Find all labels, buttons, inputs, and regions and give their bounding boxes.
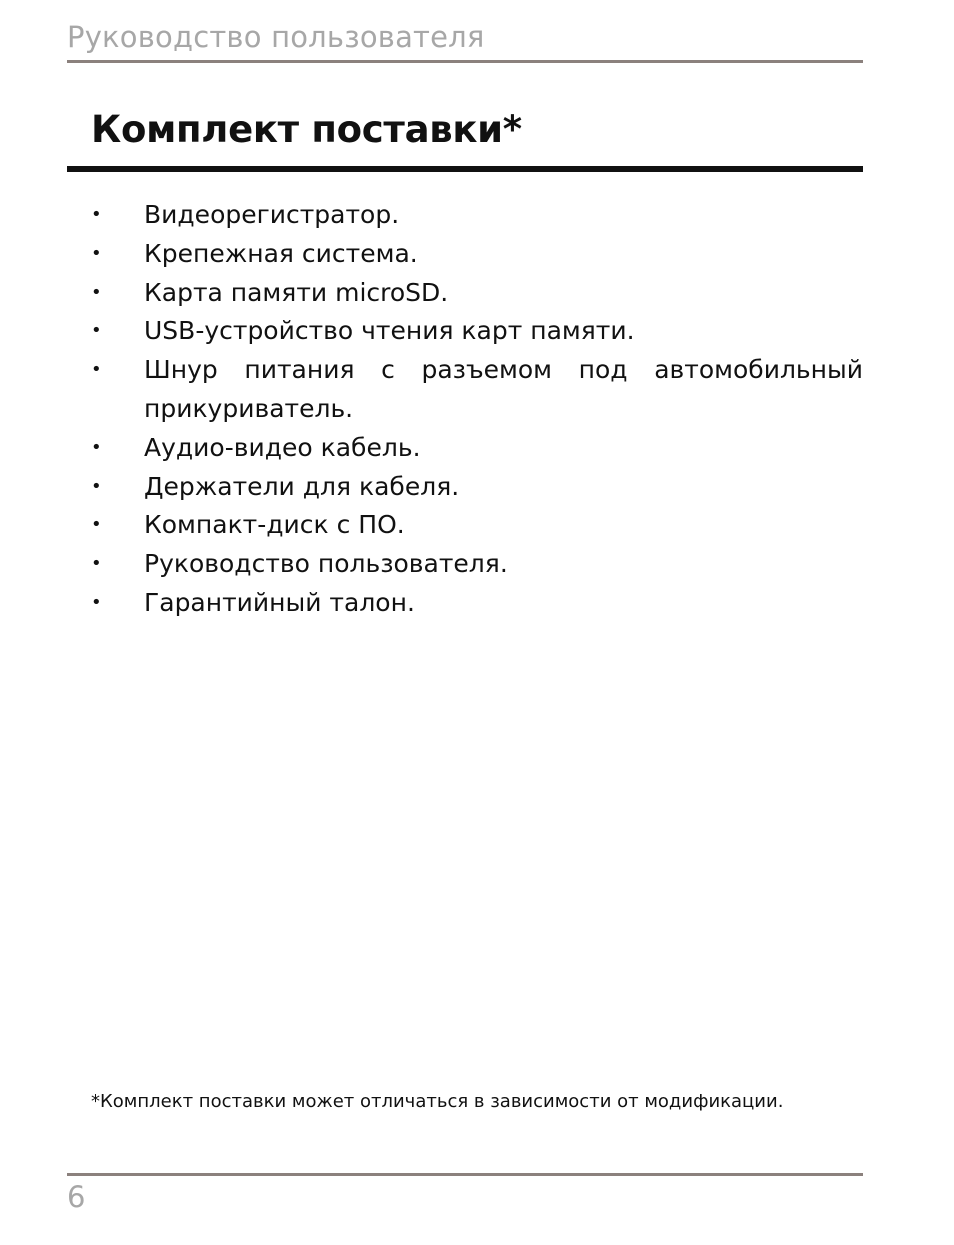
list-item-text: USB-устройство чтения карт памяти. xyxy=(144,316,635,346)
list-item xyxy=(91,545,863,584)
list-item xyxy=(91,584,863,623)
running-header: Руководство пользователя xyxy=(67,20,485,54)
bullet: • xyxy=(91,475,102,497)
list-item-text: Видеорегистратор. xyxy=(144,200,400,229)
list-item xyxy=(91,468,863,507)
list-item xyxy=(91,506,863,545)
bullet: • xyxy=(91,514,102,536)
bullet: • xyxy=(91,281,102,303)
section-title: Комплект поставки* xyxy=(91,108,522,151)
bullet: • xyxy=(91,553,102,575)
list-item-text: Крепежная система. xyxy=(144,238,418,268)
page-number: 6 xyxy=(67,1180,86,1214)
bullet: • xyxy=(91,591,102,613)
package-contents-list xyxy=(91,196,863,623)
list-item-text: Компакт-диск с ПО. xyxy=(144,510,405,540)
list-item-text: Шнур питания с разъемом под автомобильный прикуриватель. xyxy=(144,355,863,423)
bullet: • xyxy=(91,359,102,381)
list-item xyxy=(91,235,863,274)
list-item xyxy=(91,312,863,351)
list-item xyxy=(91,351,863,429)
bullet: • xyxy=(91,204,102,225)
list-item-text: Гарантийный талон. xyxy=(144,587,415,617)
bullet: • xyxy=(91,242,102,264)
title-divider xyxy=(67,166,863,172)
bullet: • xyxy=(91,436,102,458)
list-item xyxy=(91,429,863,468)
header-divider xyxy=(67,60,863,63)
bullet: • xyxy=(91,320,102,342)
list-item-text: Аудио-видео кабель. xyxy=(144,432,421,462)
list-item-text: Руководство пользователя. xyxy=(144,549,508,579)
list-item-text: Держатели для кабеля. xyxy=(144,471,460,501)
list-item-text: Карта памяти microSD. xyxy=(144,277,449,307)
footer-divider xyxy=(67,1173,863,1176)
list-item xyxy=(91,274,863,313)
footnote: *Комплект поставки может отличаться в зависимости от модификации. xyxy=(91,1091,784,1112)
list-item xyxy=(91,196,863,235)
